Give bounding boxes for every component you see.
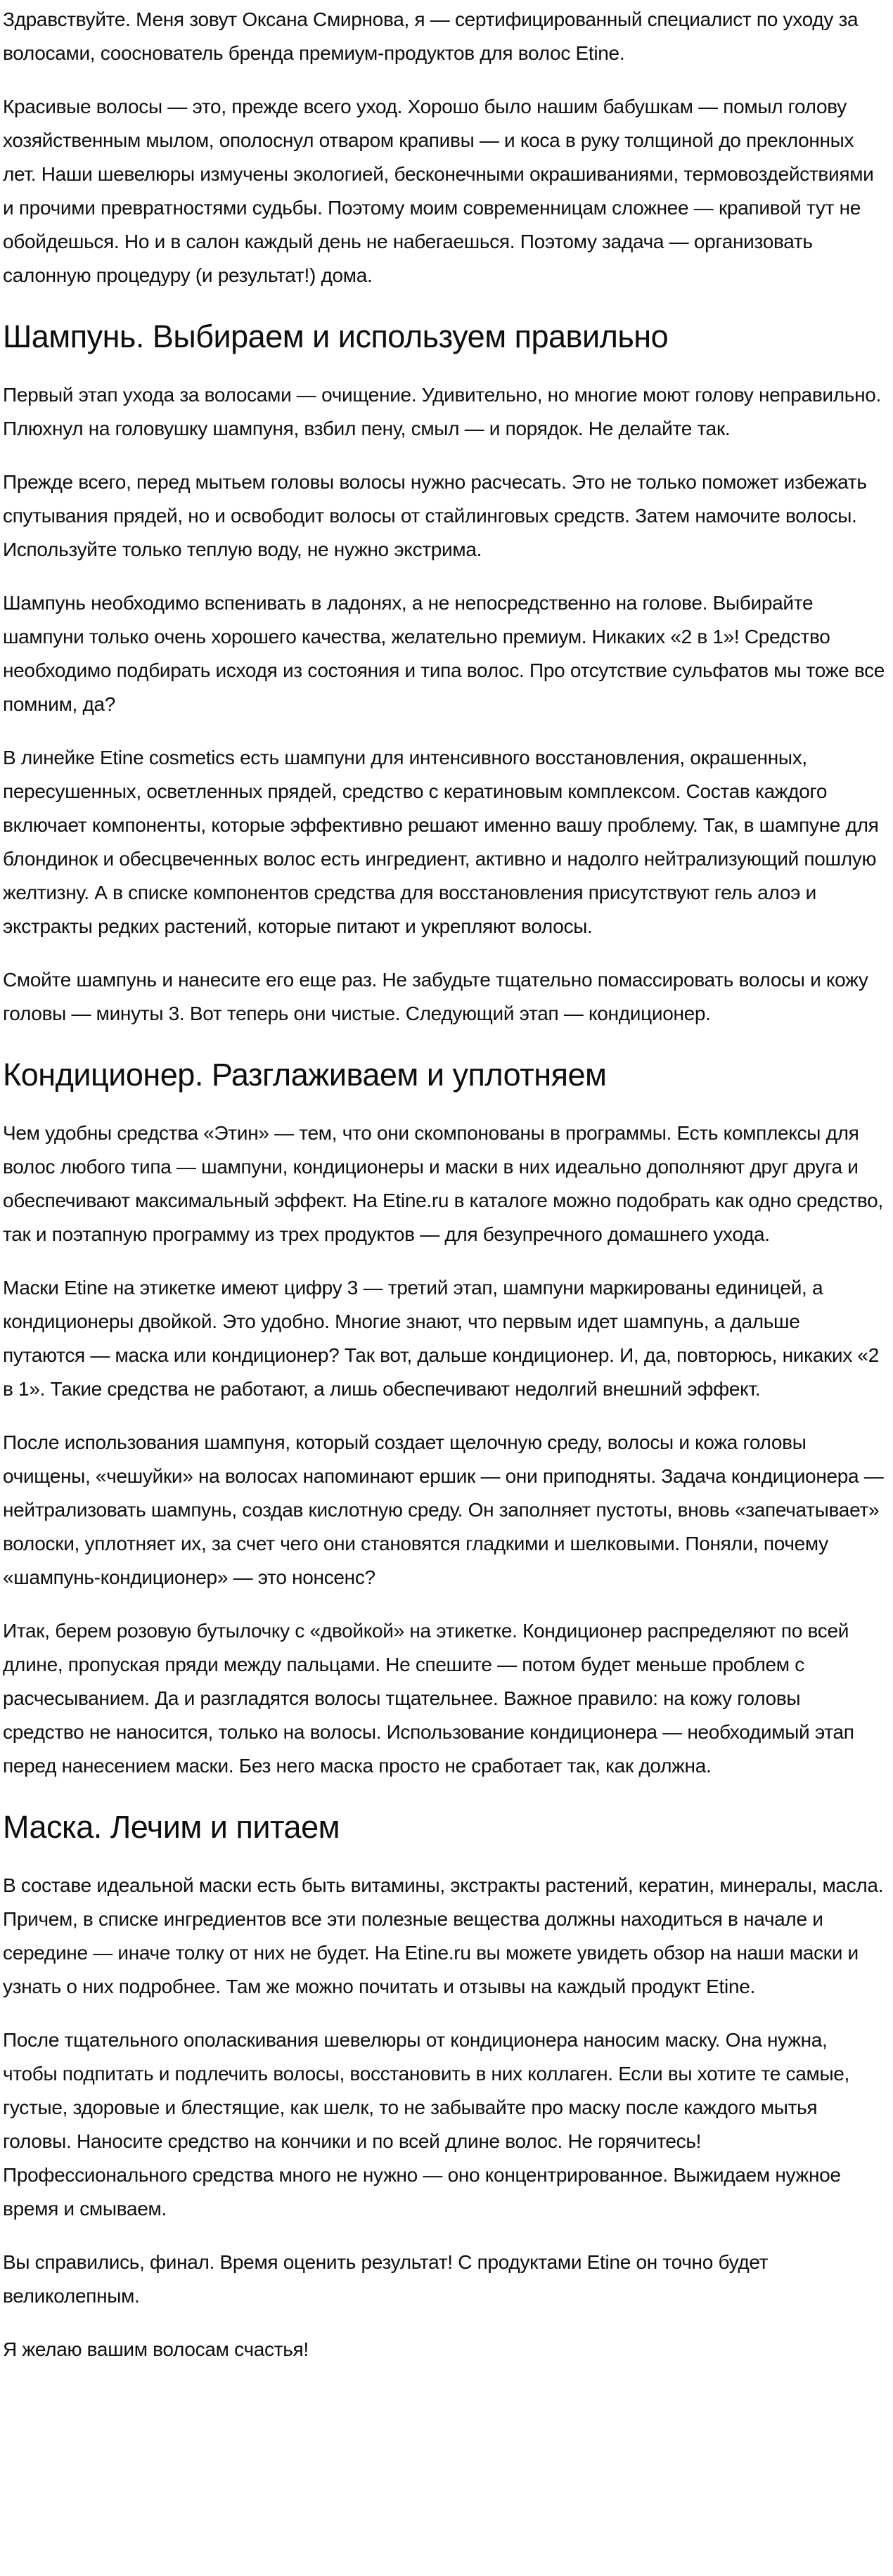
closing-paragraph: Вы справились, финал. Время оценить результат! С продуктами Etine он точно будет великолепным. — [3, 2251, 769, 2307]
shampoo-paragraph-2: Прежде всего, перед мытьем головы волосы нужно расчесать. Это не только поможет избежать спутывания прядей, но и освободит волосы от стайлинговых средств. Затем намочите волосы. Используйте только теплую воду, не нужно экстрима. — [3, 471, 867, 560]
heading-mask: Маска. Лечим и питаем — [3, 1809, 340, 1845]
intro-paragraph-2: Красивые волосы — это, прежде всего уход. Хорошо было нашим бабушкам — помыл голову хозяйственным мылом, ополоснул отваром крапивы — и коса в руку толщиной до преклонных лет. Наши шевелюры измучены экологией, бесконечными окрашиваниями, термовоздействиями и прочими превратностями судьбы. Поэтому моим современницам сложнее — крапивой тут не обойдешься. Но и в салон каждый день не набегаешься. Поэтому задача — организовать салонную процедуру (и результат!) дома. — [3, 96, 874, 286]
shampoo-paragraph-4: В линейке Etine cosmetics есть шампуни для интенсивного восстановления, окрашенных, пересушенных, осветленных прядей, средство с кератиновым комплексом. Состав каждого включает компоненты, которые эффективно решают именно вашу проблему. Так, в шампуне для блондинок и обесцвеченных волос есть ингредиент, активно и надолго нейтрализующий пошлую желтизну. А в списке компонентов средства для восстановления присутствуют гель алоэ и экстракты редких растений, которые питают и укрепляют волосы. — [3, 747, 879, 937]
intro-paragraph: Здравствуйте. Меня зовут Оксана Смирнова, я — сертифицированный специалист по уходу за волосами, сооснователь бренда премиум-продуктов для волос Etine. — [3, 8, 859, 64]
conditioner-paragraph-3: После использования шампуня, который создает щелочную среду, волосы и кожа головы очищены, «чешуйки» на волосах напоминают ершик — они приподняты. Задача кондиционера — нейтрализовать шампунь, создав кислотную среду. Он заполняет пустоты, вновь «запечатывает» волоски, уплотняет их, за счет чего они становятся гладкими и шелковыми. Поняли, почему «шампунь-кондиционер» — это нонсенс? — [3, 1431, 884, 1588]
farewell-paragraph: Я желаю вашим волосам счастья! — [3, 2338, 309, 2360]
shampoo-paragraph-1: Первый этап ухода за волосами — очищение. Удивительно, но многие моют голову неправильно. Плюхнул на головушку шампуня, взбил пену, смыл — и порядок. Не делайте так. — [3, 384, 881, 439]
mask-paragraph-2: После тщательного ополаскивания шевелюры от кондиционера наносим маску. Она нужна, чтобы подпитать и подлечить волосы, восстановить в них коллаген. Если вы хотите те самые, густые, здоровые и блестящие, как шелк, то не забывайте про маску после каждого мытья головы. Наносите средство на кончики и по всей длине волос. Не горячитесь! Профессионального средства много не нужно — оно концентрированное. Выжидаем нужное время и смываем. — [3, 2029, 850, 2220]
shampoo-paragraph-5: Смойте шампунь и нанесите его еще раз. Не забудьте тщательно помассировать волосы и кожу головы — минуты 3. Вот теперь они чистые. Следующий этап — кондиционер. — [3, 969, 868, 1024]
conditioner-paragraph-4: Итак, берем розовую бутылочку с «двойкой» на этикетке. Кондиционер распределяют по всей длине, пропуская пряди между пальцами. Не спешите — потом будет меньше проблем с расчесыванием. Да и разгладятся волосы тщательнее. Важное правило: на кожу головы средство не наносится, только на волосы. Использование кондиционера — необходимый этап перед нанесением маски. Без него маска просто не сработает так, как должна. — [3, 1620, 854, 1777]
conditioner-paragraph-2: Маски Etine на этикетке имеют цифру 3 — третий этап, шампуни маркированы единицей, а кондиционеры двойкой. Это удобно. Многие знают, что первым идет шампунь, а дальше путаются — маска или кондиционер? Так вот, дальше кондиционер. И, да, повторюсь, никаких «2 в 1». Такие средства не работают, а лишь обеспечивают недолгий внешний эффект. — [3, 1277, 879, 1400]
shampoo-paragraph-3: Шампунь необходимо вспенивать в ладонях, а не непосредственно на голове. Выбирайте шампуни только очень хорошего качества, желательно премиум. Никаких «2 в 1»! Средство необходимо подбирать исходя из состояния и типа волос. Про отсутствие сульфатов мы тоже все помним, да? — [3, 592, 885, 715]
article — [3, 3, 886, 2366]
heading-conditioner: Кондиционер. Разглаживаем и уплотняем — [3, 1057, 607, 1093]
conditioner-paragraph-1: Чем удобны средства «Этин» — тем, что они скомпонованы в программы. Есть комплексы для волос любого типа — шампуни, кондиционеры и маски в них идеально дополняют друг друга и обеспечивают максимальный эффект. На Etine.ru в каталоге можно подобрать как одно средство, так и поэтапную программу из трех продуктов — для безупречного домашнего ухода. — [3, 1122, 883, 1245]
heading-shampoo: Шампунь. Выбираем и используем правильно — [3, 318, 669, 354]
mask-paragraph-1: В составе идеальной маски есть быть витамины, экстракты растений, кератин, минералы, масла. Причем, в списке ингредиентов все эти полезные вещества должны находиться в начале и середине — иначе толку от них не будет. На Etine.ru вы можете увидеть обзор на наши маски и узнать о них подробнее. Там же можно почитать и отзывы на каждый продукт Etine. — [3, 1874, 884, 1997]
